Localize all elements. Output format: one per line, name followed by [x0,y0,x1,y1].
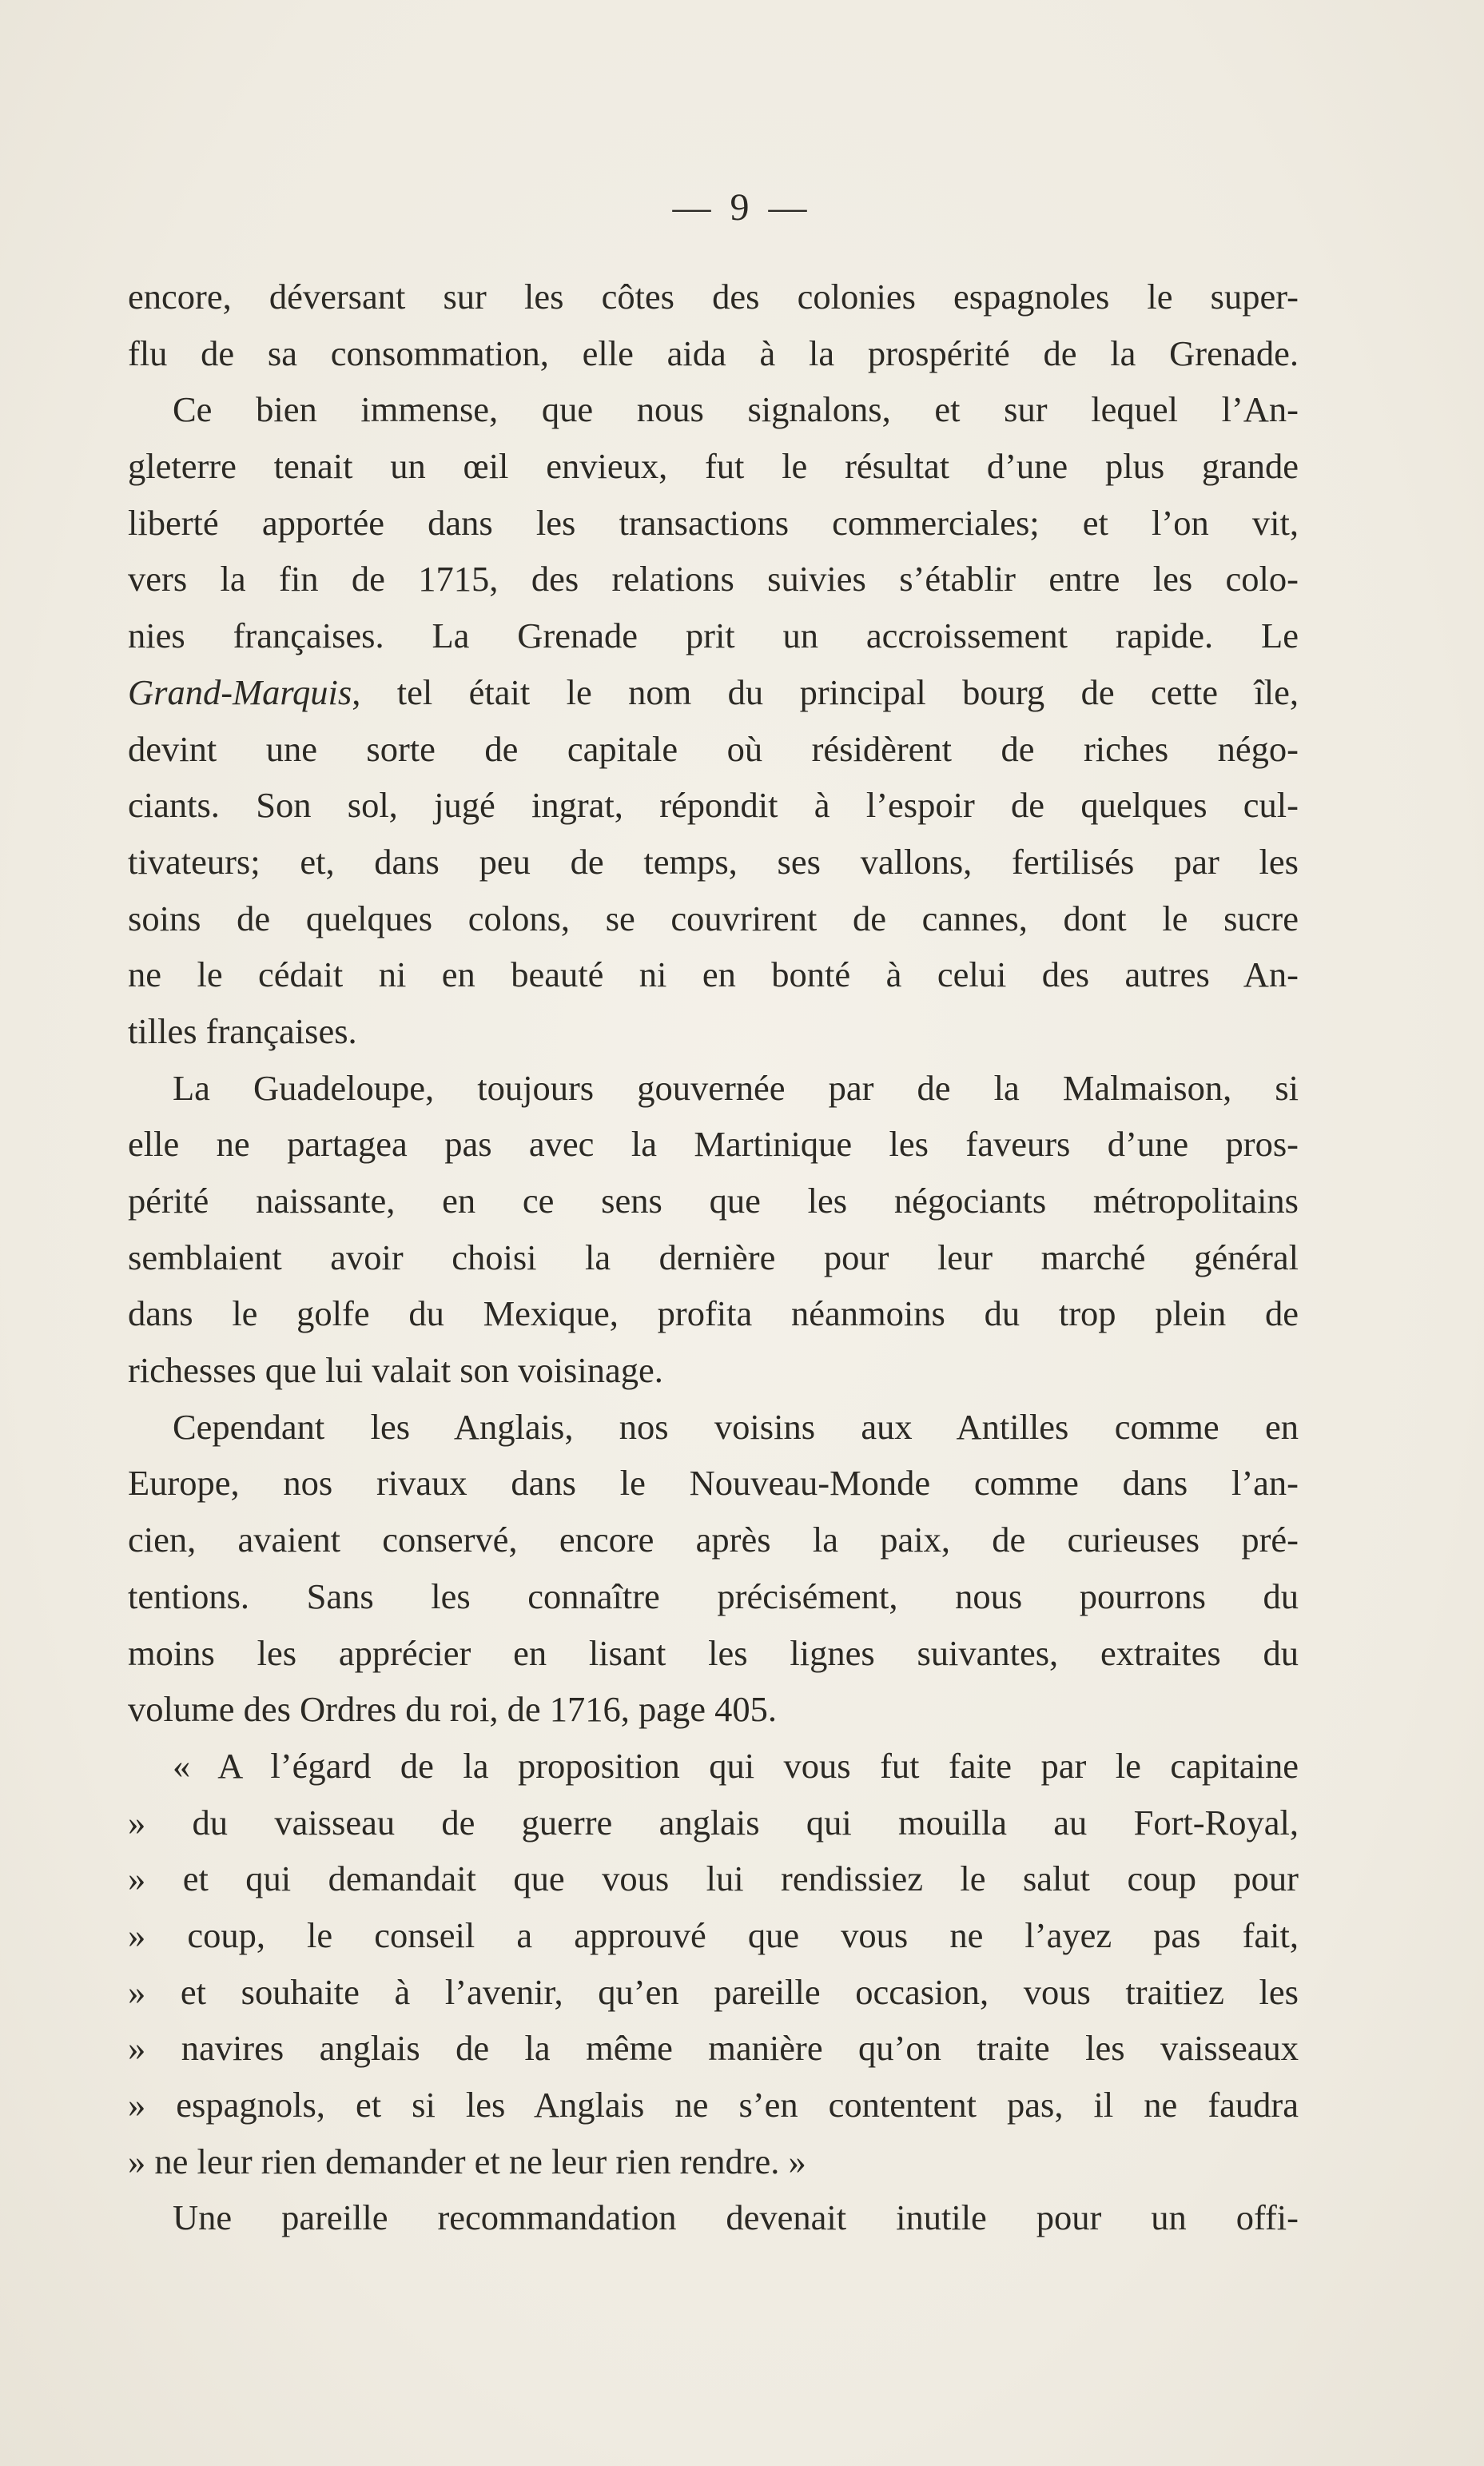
text-line: elle ne partagea pas avec la Martinique les faveurs d’une pros- [128,1124,1299,1165]
text-line: richesses que lui valait son voisinage. [128,1350,663,1391]
text-line: volume des Ordres du roi, de 1716, page 405. [128,1689,777,1730]
text-line: moins les apprécier en lisant les lignes suivantes, extraites du [128,1632,1299,1673]
text-line: » ne leur rien demander et ne leur rien rendre. » [128,2141,806,2181]
text-line: ne le cédait ni en beauté ni en bonté à celui des autres An- [128,954,1299,995]
text-line: » navires anglais de la même manière qu’on traite les vaisseaux [128,2028,1299,2069]
text-line: » et souhaite à l’avenir, qu’en pareille occasion, vous traitiez les [128,1971,1299,2012]
italic-term: Grand-Marquis [128,671,352,712]
text-line: Europe, nos rivaux dans le Nouveau-Monde comme dans l’an- [128,1463,1299,1504]
text-line [128,664,1299,721]
page-number: — 9 — [672,186,812,229]
text-line: » du vaisseau de guerre anglais qui mouilla au Fort-Royal, [128,1802,1299,1843]
text-line: Ce bien immense, que nous signalons, et sur lequel l’An- [173,389,1299,430]
text-line: » et qui demandait que vous lui rendissiez le salut coup pour [128,1858,1299,1899]
text-line: tilles françaises. [128,1010,357,1051]
text-line: » coup, le conseil a approuvé que vous ne l’ayez pas fait, [128,1914,1299,1955]
text-line: flu de sa consommation, elle aida à la prospérité de la Grenade. [128,333,1299,373]
text-line: nies françaises. La Grenade prit un accroissement rapide. Le [128,616,1299,656]
text-line: cien, avaient conservé, encore après la paix, de curieuses pré- [128,1520,1299,1560]
text-line: » espagnols, et si les Anglais ne s’en contentent pas, il ne faudra [128,2085,1299,2125]
text-line: gleterre tenait un œil envieux, fut le résultat d’une plus grande [128,446,1299,487]
text-line: dans le golfe du Mexique, profita néanmoins du trop plein de [128,1293,1299,1334]
text-line: vers la fin de 1715, des relations suivies s’établir entre les colo- [128,559,1299,600]
text-line: soins de quelques colons, se couvrirent de cannes, dont le sucre [128,898,1299,938]
text-line: tivateurs; et, dans peu de temps, ses vallons, fertilisés par les [128,841,1299,882]
text-line: Cependant les Anglais, nos voisins aux Antilles comme en [173,1406,1299,1447]
text-line: encore, déversant sur les côtes des colonies espagnoles le super- [128,277,1299,317]
text-line: liberté apportée dans les transactions commerciales; et l’on vit, [128,502,1299,543]
text-line: devint une sorte de capitale où résidèrent de riches négo- [128,728,1299,769]
text-line: semblaient avoir choisi la dernière pour leur marché général [128,1237,1299,1277]
text-line: tentions. Sans les connaître précisément, nous pourrons du [128,1576,1299,1616]
text-line: ciants. Son sol, jugé ingrat, répondit à l’espoir de quelques cul- [128,785,1299,826]
text-line-rest: , tel était le nom du principal bourg de cette île, [352,671,1299,712]
text-line: « A l’égard de la proposition qui vous fut faite par le capitaine [173,1745,1299,1786]
text-line: La Guadeloupe, toujours gouvernée par de la Malmaison, si [173,1067,1299,1108]
text-line: périté naissante, en ce sens que les négociants métropolitains [128,1181,1299,1221]
body-text [128,269,1299,2246]
text-line: Une pareille recommandation devenait inutile pour un offi- [173,2197,1299,2238]
